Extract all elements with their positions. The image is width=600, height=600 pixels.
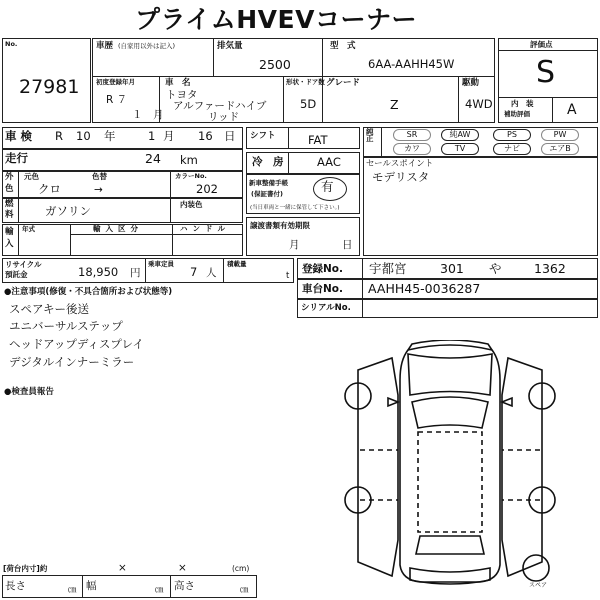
manual-value: 有 bbox=[321, 179, 334, 194]
mirror-right bbox=[502, 398, 512, 406]
equip-option: 純AW bbox=[441, 129, 479, 141]
chassis-value: AAHH45-0036287 bbox=[368, 281, 481, 296]
reg-area: 宇都宮 bbox=[369, 261, 407, 276]
score-value: S bbox=[536, 55, 556, 90]
mileage-unit: km bbox=[180, 153, 198, 167]
grade-label: グレード bbox=[326, 78, 361, 88]
first-reg-era: R ７ bbox=[106, 94, 128, 106]
cargo-x: × bbox=[118, 562, 127, 574]
recycle-unit: 円 bbox=[130, 267, 141, 279]
shaken-day: 16 bbox=[198, 129, 213, 143]
score-label: 評価点 bbox=[530, 40, 553, 49]
manual-note: (当日車両と一緒に保管して下さい。) bbox=[250, 205, 340, 211]
import-label-1: 輸 bbox=[5, 227, 14, 237]
import-year-label: 年式 bbox=[22, 225, 35, 233]
height-label: 高さ bbox=[174, 580, 195, 592]
load-label: 積載量 bbox=[227, 260, 247, 268]
ac-label: 冷 房 bbox=[252, 156, 284, 168]
mileage-value: 24 bbox=[145, 151, 161, 166]
equip-option: エアB bbox=[541, 143, 579, 155]
grade-value: Z bbox=[390, 97, 399, 112]
height-unit: ㎝ bbox=[240, 585, 249, 595]
equip-option: PS bbox=[493, 129, 531, 141]
mileage-label: 走行 bbox=[5, 151, 28, 165]
ac-value: AAC bbox=[317, 155, 341, 169]
capacity-value: 7 bbox=[190, 265, 198, 279]
spare-label: スペア bbox=[529, 582, 548, 589]
equip-option: TV bbox=[441, 143, 479, 155]
shift-label: シフト bbox=[250, 131, 276, 141]
page-title: プライムHVEVコーナー bbox=[135, 5, 417, 34]
load-unit: t bbox=[286, 271, 290, 281]
fuel-row bbox=[2, 198, 243, 223]
recycle-label-2: 預託金 bbox=[5, 270, 28, 279]
width-unit: ㎝ bbox=[155, 585, 164, 595]
cargo-row bbox=[2, 575, 257, 598]
reg-kana: や bbox=[489, 261, 502, 276]
cargo-x: × bbox=[178, 562, 187, 574]
model-type-label: 型 式 bbox=[330, 41, 356, 51]
note-item: ユニバーサルステップ bbox=[9, 319, 123, 333]
manual-label-1: 新車整備手帳 bbox=[249, 179, 288, 187]
shaken-year-unit: 年 bbox=[104, 129, 116, 143]
interior-score: A bbox=[567, 102, 577, 118]
doors-value: 5D bbox=[300, 97, 317, 111]
car-maker: トヨタ bbox=[166, 89, 198, 101]
serial-label: シリアルNo. bbox=[301, 303, 351, 313]
width-label: 幅 bbox=[86, 580, 97, 592]
windshield bbox=[412, 397, 488, 428]
capacity-label: 乗車定員 bbox=[148, 260, 174, 268]
equip-option: SR bbox=[393, 129, 431, 141]
import-label-2: 入 bbox=[5, 239, 14, 249]
front-bumper bbox=[408, 340, 492, 350]
fuel-label-1: 燃 bbox=[5, 199, 14, 209]
notes-label: ●注意事項(修復・不具合箇所および状態等) bbox=[4, 287, 173, 297]
shaken-label: 車 検 bbox=[5, 129, 33, 143]
cargo-unit: (cm) bbox=[232, 564, 250, 573]
shaken-year: 10 bbox=[76, 129, 91, 143]
car-body bbox=[400, 350, 500, 582]
rear-window bbox=[416, 536, 484, 554]
length-label: 長さ bbox=[5, 580, 26, 592]
transfer-month: 月 bbox=[289, 239, 300, 251]
inspector-label: ●検査員報告 bbox=[4, 387, 54, 397]
color-label-1: 外 bbox=[5, 172, 14, 182]
interior-label-2: 補助評価 bbox=[504, 110, 530, 118]
shaken-day-unit: 日 bbox=[224, 129, 236, 143]
fuel-label-2: 料 bbox=[5, 210, 14, 220]
cargo-label: [荷台内寸]約 bbox=[3, 564, 48, 573]
lot-number: 27981 bbox=[19, 76, 80, 98]
equip-label: 純正 bbox=[366, 127, 374, 143]
capacity-unit: 人 bbox=[206, 267, 217, 279]
hood bbox=[408, 354, 492, 395]
int-color-label: 内装色 bbox=[180, 200, 203, 209]
shift-value: FAT bbox=[308, 133, 328, 147]
length-unit: ㎝ bbox=[68, 585, 77, 595]
doors-label: 形状・ドア数 bbox=[286, 78, 325, 86]
first-reg-label: 初度登録年月 bbox=[96, 78, 135, 86]
orig-color-label: 元色 bbox=[24, 172, 39, 181]
manual-label-2: (保証書付) bbox=[251, 190, 283, 198]
color-no-label: カラーNo. bbox=[175, 172, 207, 180]
transfer-day: 日 bbox=[342, 239, 353, 251]
car-diagram bbox=[340, 340, 560, 595]
reg-number: 1362 bbox=[534, 261, 566, 276]
equip-option: カワ bbox=[393, 143, 431, 155]
recycle-amount: 18,950 bbox=[78, 265, 119, 279]
color-value: クロ bbox=[38, 182, 61, 196]
history-label: 車歴 bbox=[96, 41, 114, 51]
shaken-month: 1 bbox=[148, 129, 156, 143]
shaken-month-unit: 月 bbox=[163, 129, 175, 143]
car-name-2: リッド bbox=[208, 111, 240, 123]
car-name-label: 車 名 bbox=[165, 78, 191, 88]
sales-point-label: セールスポイント bbox=[366, 159, 434, 169]
roof bbox=[418, 432, 482, 532]
reg-class: 301 bbox=[440, 261, 464, 276]
fuel-value: ガソリン bbox=[45, 204, 91, 218]
note-item: ヘッドアップディスプレイ bbox=[9, 337, 144, 351]
import-class-label: 輸入区分 bbox=[93, 224, 143, 233]
note-item: デジタルインナーミラー bbox=[9, 355, 135, 369]
note-item: スペアキー後送 bbox=[9, 302, 90, 316]
reg-label: 登録No. bbox=[302, 263, 343, 275]
recycle-label-1: リサイクル bbox=[5, 260, 42, 269]
equip-option: ナビ bbox=[493, 143, 531, 155]
mirror-left bbox=[388, 398, 398, 406]
history-note: (自家用以外は記入) bbox=[118, 42, 176, 50]
left-side bbox=[358, 358, 398, 576]
first-reg-month: １ 月 bbox=[132, 109, 164, 121]
drive-value: 4WD bbox=[465, 97, 493, 111]
mileage-row bbox=[2, 149, 243, 171]
sales-point-value: モデリスタ bbox=[372, 170, 430, 184]
color-no-value: 202 bbox=[196, 182, 218, 196]
displacement-value: 2500 bbox=[259, 57, 291, 72]
displacement-label: 排気量 bbox=[217, 41, 243, 51]
lot-label: No. bbox=[5, 40, 18, 48]
transfer-label: 譲渡書類有効期限 bbox=[250, 221, 310, 230]
equip-option: PW bbox=[541, 129, 579, 141]
chassis-label: 車台No. bbox=[302, 283, 343, 295]
repaint-label: 色替 bbox=[92, 172, 107, 181]
shaken-era: R bbox=[55, 129, 63, 143]
color-label-2: 色 bbox=[5, 184, 14, 194]
interior-label-1: 内 装 bbox=[511, 99, 534, 108]
right-side bbox=[502, 358, 542, 576]
color-arrow: → bbox=[94, 184, 103, 196]
handle-label: ハンドル bbox=[180, 224, 230, 233]
model-type-value: 6AA-AAHH45W bbox=[368, 57, 455, 71]
car-name-1: アルファードハイブ bbox=[173, 100, 267, 112]
drive-label: 駆動 bbox=[462, 78, 480, 88]
